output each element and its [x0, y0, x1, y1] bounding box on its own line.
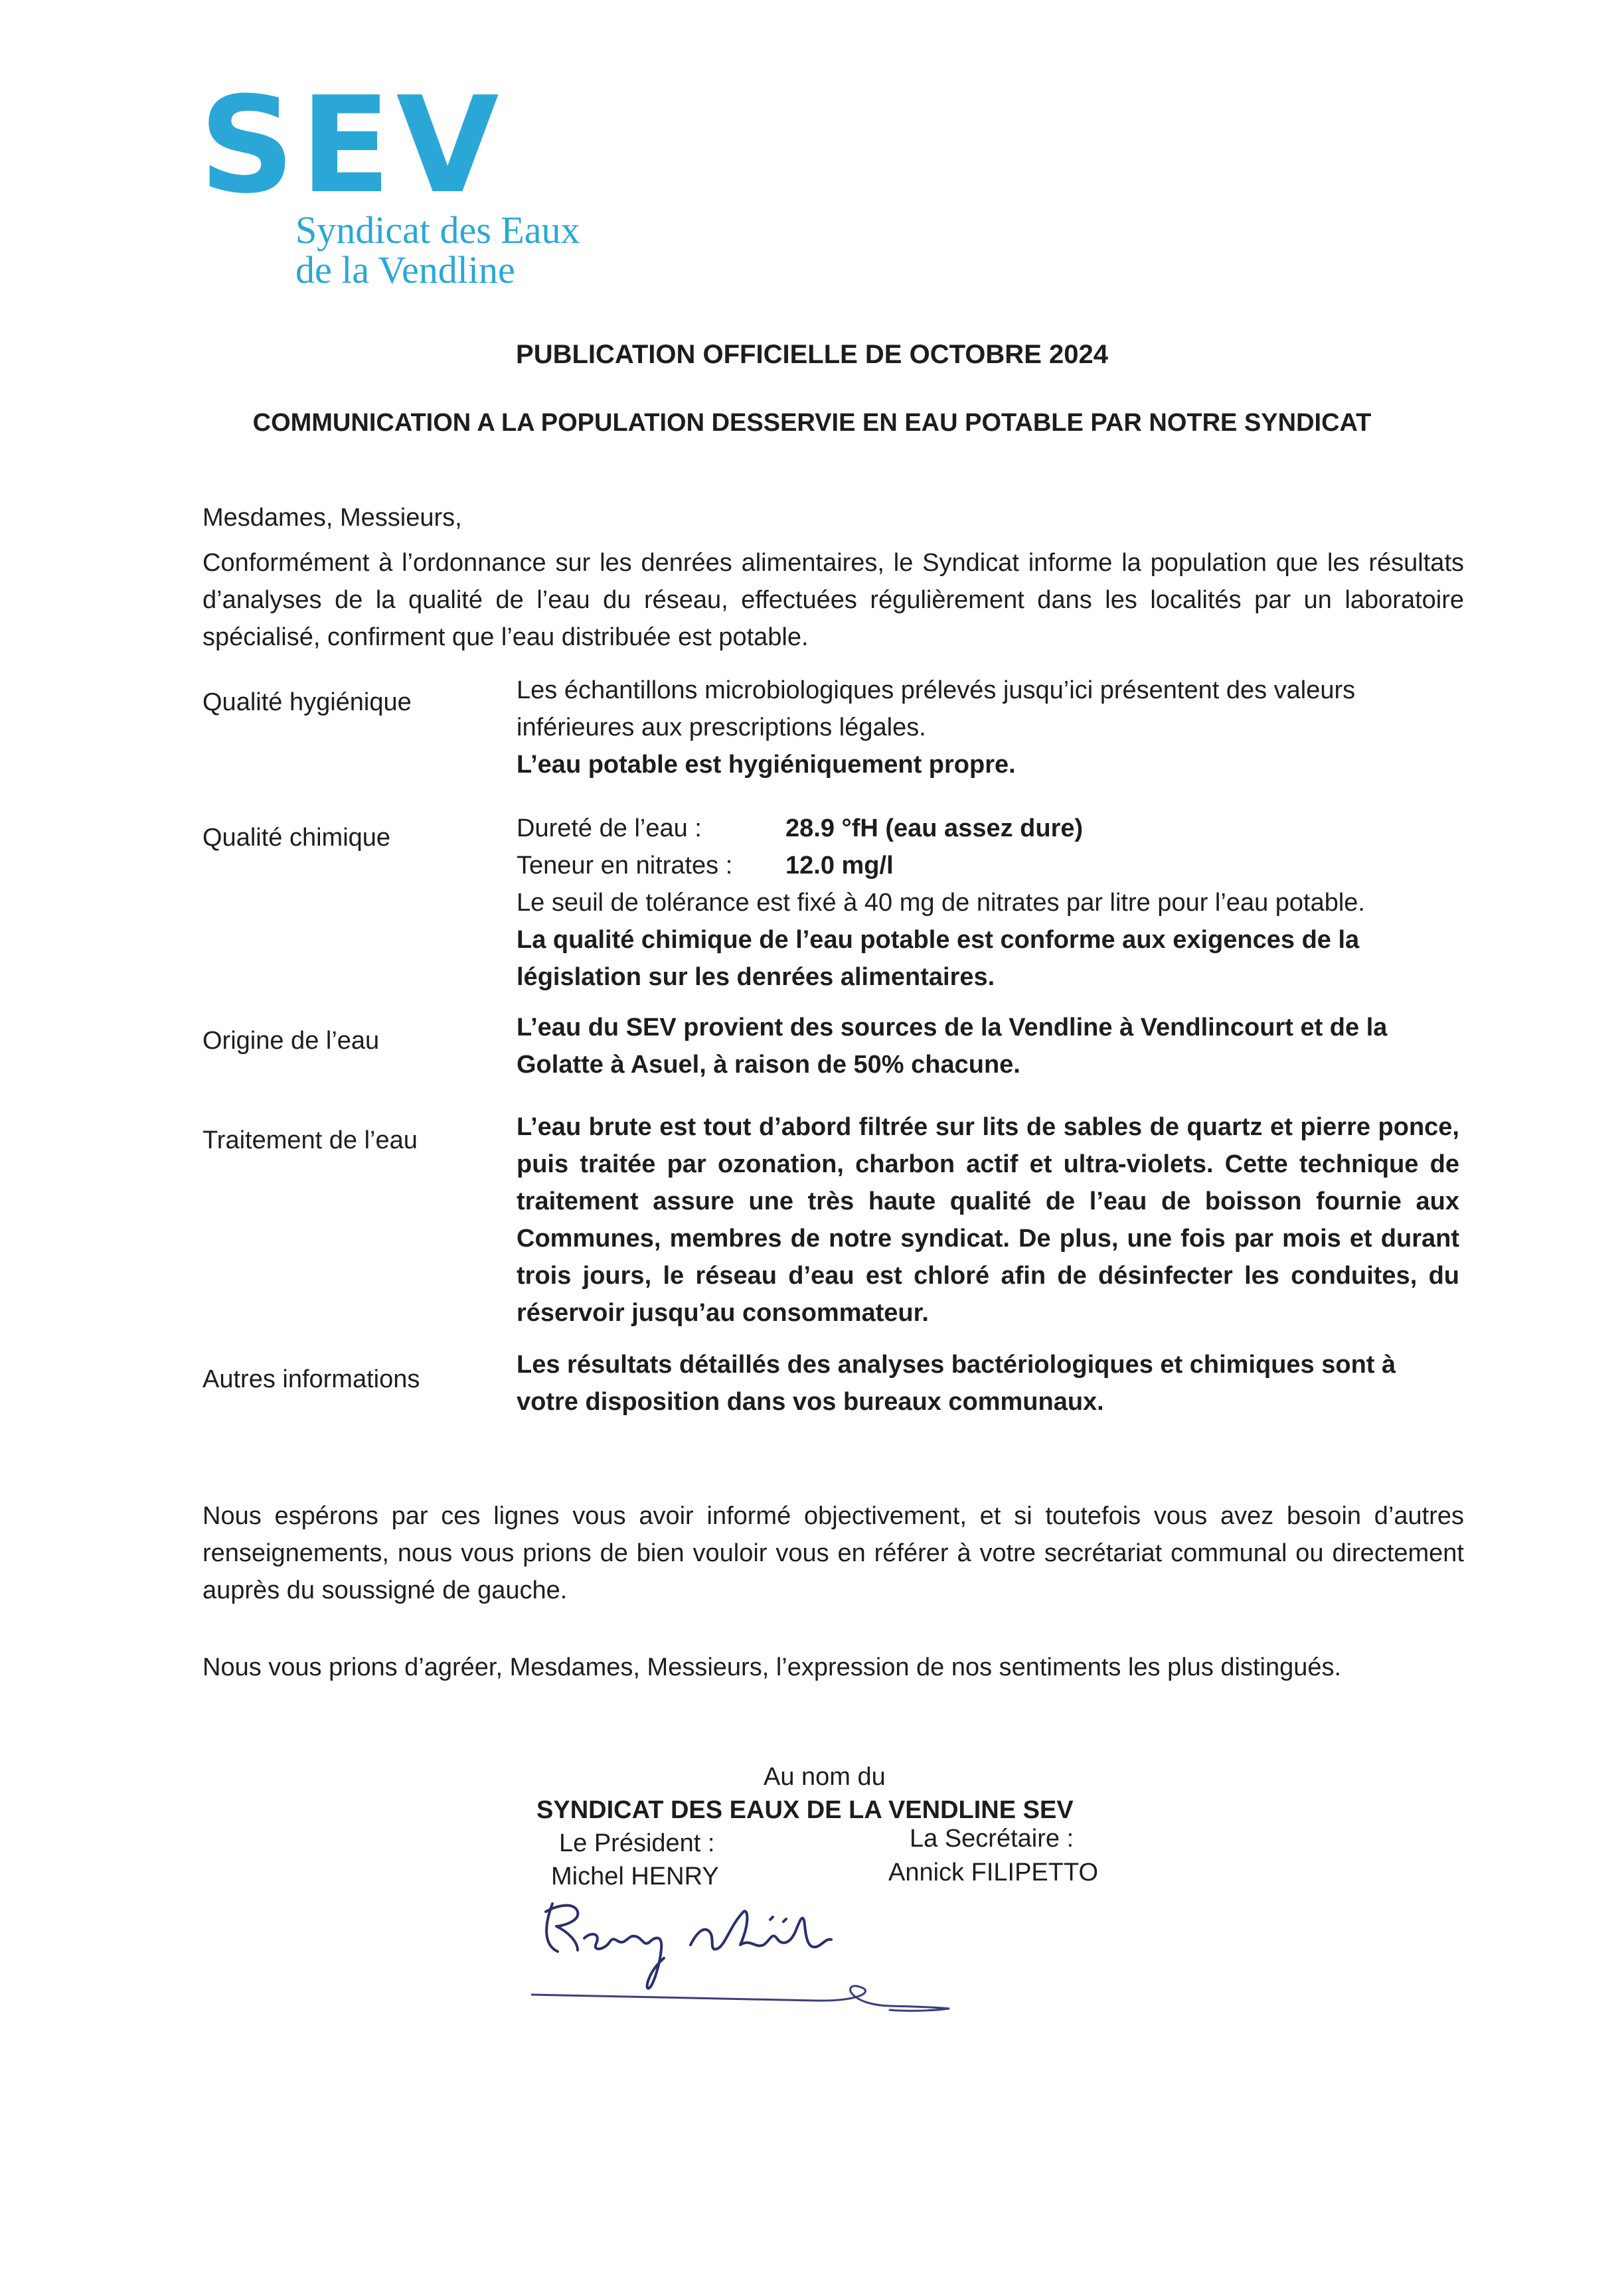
section-label-hygiene: Qualité hygiénique — [203, 688, 412, 716]
chemical-text: Le seuil de tolérance est fixé à 40 mg de nitrates par litre pour l’eau potable. — [517, 889, 1365, 917]
section-label-other: Autres informations — [203, 1365, 420, 1393]
page-subtitle: COMMUNICATION A LA POPULATION DESSERVIE EN EAU POTABLE PAR NOTRE SYNDICAT — [252, 409, 1372, 437]
section-content-chemical — [517, 810, 1459, 996]
section-label-treatment: Traitement de l’eau — [203, 1126, 418, 1154]
other-text: Les résultats détaillés des analyses bactériologiques et chimiques sont à votre disposition dans vos bureaux communaux. — [517, 1351, 1396, 1416]
secretary-title: La Secrétaire : — [910, 1825, 1074, 1853]
section-content-origin — [517, 1009, 1459, 1083]
hardness-value: 28.9 °fH (eau assez dure) — [785, 814, 1084, 842]
section-content-treatment — [517, 1109, 1459, 1332]
nitrate-row — [517, 847, 1459, 884]
handwritten-signature — [531, 1885, 996, 2018]
secretary-name: Annick FILIPETTO — [888, 1859, 1099, 1886]
section-content-other — [517, 1346, 1459, 1420]
closing-formula: Nous vous prions d’agréer, Mesdames, Messieurs, l’expression de nos sentiments les plus distingués. — [203, 1653, 1342, 1681]
signature-organization: SYNDICAT DES EAUX DE LA VENDLINE SEV — [536, 1796, 1074, 1824]
section-content-hygiene — [517, 672, 1459, 783]
origin-text: L’eau du SEV provient des sources de la Vendline à Vendlincourt et de la Golatte à Asuel, à raison de 50% chacune. — [517, 1014, 1388, 1079]
hardness-row — [517, 810, 1459, 847]
chemical-conclusion: La qualité chimique de l’eau potable est conforme aux exigences de la législation sur les denrées alimentaires. — [517, 926, 1360, 991]
page-title: PUBLICATION OFFICIELLE DE OCTOBRE 2024 — [516, 340, 1108, 369]
nitrate-label: Teneur en nitrates : — [517, 852, 733, 880]
section-label-origin: Origine de l’eau — [203, 1027, 380, 1055]
intro-paragraph: Conformément à l’ordonnance sur les denrées alimentaires, le Syndicat informe la population que les résultats d’analyses de la qualité de l’eau du réseau, effectuées régulièrement dans les localités par un laboratoire spécialisé, confirment que l’eau distribuée est potable. — [203, 549, 1464, 651]
president-name: Michel HENRY — [551, 1863, 719, 1890]
hardness-label: Dureté de l’eau : — [517, 814, 702, 842]
signature-on-behalf: Au nom du — [764, 1763, 886, 1791]
greeting: Mesdames, Messieurs, — [203, 504, 462, 532]
logo-line-1: Syndicat des Eaux — [295, 208, 580, 252]
logo-abbreviation: SEV — [199, 68, 505, 223]
treatment-text: L’eau brute est tout d’abord filtrée sur lits de sables de quartz et pierre ponce, puis traitée par ozonation, charbon actif et ultra-violets. Cette technique de traitement assure une très haute qualité de l’eau de boisson fournie aux Communes, membres de notre syndicat. De plus, une fois par mois et durant trois jours, le réseau d’eau est chloré afin de désinfecter les conduites, du réservoir jusqu’au consommateur. — [517, 1113, 1459, 1327]
logo-line-2: de la Vendline — [295, 248, 515, 291]
hygiene-conclusion: L’eau potable est hygiéniquement propre. — [517, 751, 1016, 779]
section-label-chemical: Qualité chimique — [203, 824, 391, 852]
hygiene-text: Les échantillons microbiologiques prélevés jusqu’ici présentent des valeurs inférieures aux prescriptions légales. — [517, 676, 1356, 741]
president-title: Le Président : — [559, 1829, 715, 1857]
nitrate-value: 12.0 mg/l — [785, 852, 894, 880]
closing-paragraph: Nous espérons par ces lignes vous avoir informé objectivement, et si toutefois vous avez besoin d’autres renseignements, nous vous prions de bien vouloir vous en référer à votre secrétariat communal ou directement auprès du soussigné de gauche. — [203, 1502, 1464, 1604]
